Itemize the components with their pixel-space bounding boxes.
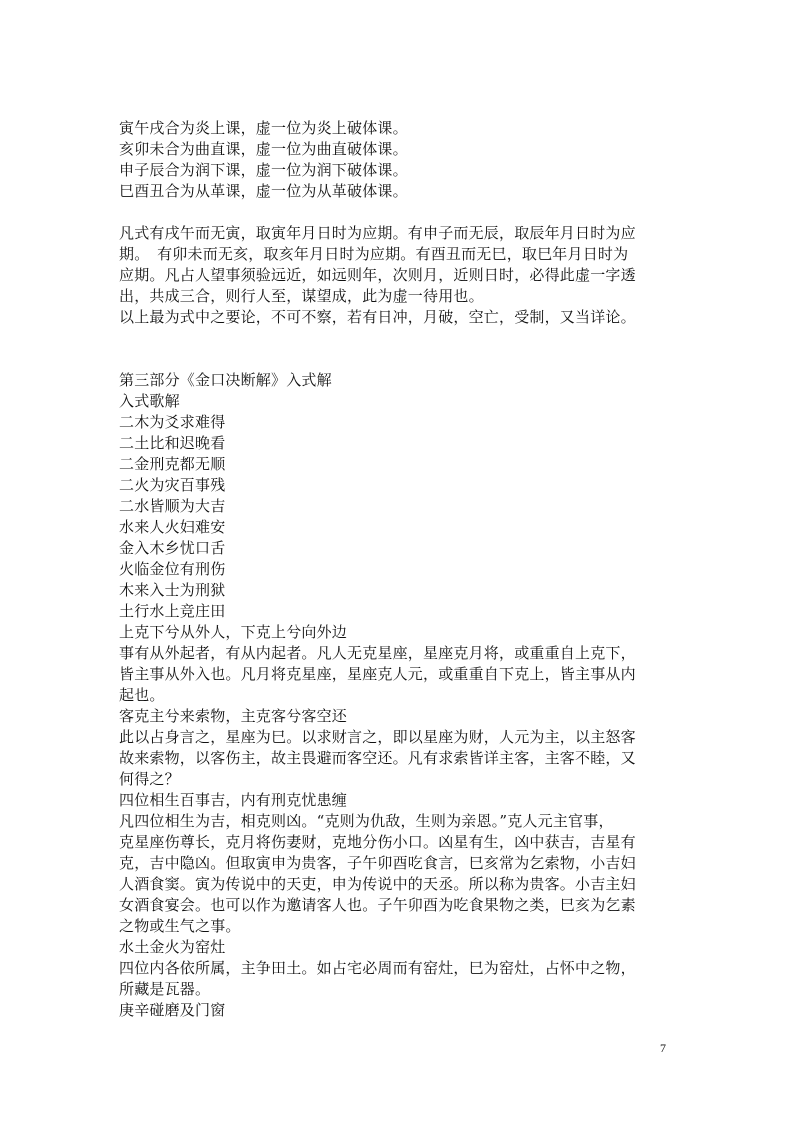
subsection-heading: 入式歌解 xyxy=(119,392,180,410)
verse-line: 二木为爻求难得 xyxy=(119,413,226,431)
text-line: 皆主事从外入也。凡月将克星座，星座克人元，或重重自下克上，皆主事从内 xyxy=(119,665,636,683)
page-number: 7 xyxy=(660,1041,666,1055)
text-line: 克星座伤尊长，克月将伤妻财，克地分伤小口。凶星有生，凶中获吉，吉星有 xyxy=(119,833,636,851)
text-line: 巳酉丑合为从革课，虚一位为从革破体课。 xyxy=(119,182,408,200)
verse-line: 二土比和迟晚看 xyxy=(119,434,226,452)
verse-line: 金入木乡忧口舌 xyxy=(119,539,226,557)
text-line: 出，共成三合，则行人至，谋望成，此为虚一待用也。 xyxy=(119,287,484,305)
verse-line: 水来人火妇难安 xyxy=(119,518,226,536)
text-line: 人酒食窦。寅为传说中的天吏，申为传说中的天丞。所以称为贵客。小吉主妇 xyxy=(119,875,636,893)
text-line: 女酒食宴会。也可以作为邀请客人也。子午卯酉为吃食果物之类，巳亥为乞素 xyxy=(119,896,636,914)
text-line: 起也。 xyxy=(119,686,165,704)
text-line: 期。 有卯未而无亥，取亥年月日时为应期。有酉丑而无巳，取巳年月日时为 xyxy=(119,245,629,263)
text-line: 故来索物，以客伤主，故主畏避而客空还。凡有求索皆详主客，主客不睦，又 xyxy=(119,749,636,767)
text-line: 此以占身言之，星座为巳。以求财言之，即以星座为财，人元为主，以主怒客 xyxy=(119,728,636,746)
text-line: 亥卯未合为曲直课，虚一位为曲直破体课。 xyxy=(119,140,408,158)
text-line: 申子辰合为润下课，虚一位为润下破体课。 xyxy=(119,161,408,179)
text-line: 以上最为式中之要论，不可不察，若有日冲，月破，空亡，受制，又当详论。 xyxy=(119,308,636,326)
verse-line: 木来入士为刑狱 xyxy=(119,581,226,599)
verse-line: 土行水上竞庄田 xyxy=(119,602,226,620)
text-line: 克，吉中隐凶。但取寅申为贵客，子午卯酉吃食言，巳亥常为乞索物，小吉妇 xyxy=(119,854,636,872)
verse-line: 二金刑克都无顺 xyxy=(119,455,226,473)
verse-line: 水土金火为窑灶 xyxy=(119,938,226,956)
text-line: 凡四位相生为吉，相克则凶。“克则为仇敌，生则为亲恩。”克人元主官事， xyxy=(119,812,614,830)
verse-line: 二火为灾百事残 xyxy=(119,476,226,494)
verse-line: 客克主兮来索物，主克客兮客空还 xyxy=(119,707,348,725)
verse-line: 上克下兮从外人，下克上兮向外边 xyxy=(119,623,348,641)
text-line: 凡式有戌午而无寅，取寅年月日时为应期。有申子而无辰，取辰年月日时为应 xyxy=(119,224,636,242)
text-line: 何得之？ xyxy=(119,770,180,788)
text-line: 四位内各依所属，主争田土。如占宅必周而有窑灶，巳为窑灶，占怀中之物， xyxy=(119,959,636,977)
text-line: 事有从外起者，有从内起者。凡人无克星座，星座克月将，或重重自上克下， xyxy=(119,644,636,662)
verse-line: 四位相生百事吉，内有刑克忧患缠 xyxy=(119,791,348,809)
section-heading: 第三部分《金口决断解》入式解 xyxy=(119,371,332,389)
verse-line: 火临金位有刑伤 xyxy=(119,560,226,578)
verse-line: 庚辛碰磨及门窗 xyxy=(119,1001,226,1019)
verse-line: 二水皆顺为大吉 xyxy=(119,497,226,515)
text-line: 之物或生气之事。 xyxy=(119,917,241,935)
text-line: 所藏是瓦器。 xyxy=(119,980,211,998)
text-line: 应期。凡占人望事须验远近，如远则年，次则月，近则日时，必得此虚一字透 xyxy=(119,266,636,284)
text-line: 寅午戌合为炎上课，虚一位为炎上破体课。 xyxy=(119,119,408,137)
